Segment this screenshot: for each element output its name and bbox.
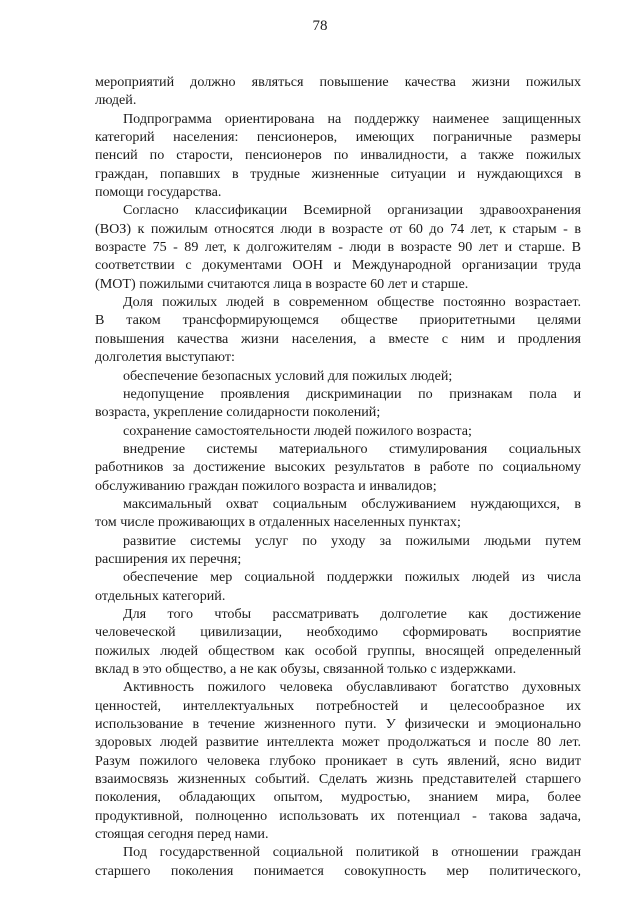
text-line: максимальный охват социальным обслуживанием нуждающихся, в [123, 495, 581, 512]
text-line: возраста, укрепление солидарности поколений; [95, 404, 381, 421]
text-line: Для того чтобы рассматривать долголетие как достижение [123, 605, 581, 622]
text-line: (МОТ) пожилыми считаются лица в возрасте 60 лет и старше. [95, 275, 469, 292]
text-line: стоящая сегодня перед нами. [95, 826, 269, 843]
text-line: людей. [95, 92, 137, 109]
text-line: поколения, обладающих опытом, мудростью, знанием мира, более [95, 789, 581, 806]
text-line: пожилых людей обществом как особой группы, вносящей определенный [95, 642, 581, 659]
text-line: долголетия выступают: [95, 349, 235, 366]
text-line: человеческой цивилизации, необходимо сформировать восприятие [95, 624, 581, 641]
text-line: внедрение системы материального стимулирования социальных [123, 440, 581, 457]
text-line: взаимосвязь жизненных событий. Сделать жизнь представителей старшего [95, 771, 581, 788]
text-line: вклад в это общество, а не как обузы, связанной только с издержками. [95, 661, 517, 677]
text-line: Доля пожилых людей в современном обществе постоянно возрастает. [123, 294, 581, 311]
text-line: здоровых людей развитие интеллекта может продолжаться и после 80 лет. [95, 734, 581, 751]
page-number: 78 [312, 18, 328, 34]
text-line: продуктивной, полноценно использовать их потенциал - такова задача, [95, 807, 581, 824]
body-text [95, 73, 581, 880]
text-line: ценностей, интеллектуальных потребностей и целесообразное их [95, 697, 581, 714]
text-line: возрасте 75 - 89 лет, к долгожителям - люди в возрасте 90 лет и старше. В [95, 239, 581, 256]
text-line: обеспечение безопасных условий для пожилых людей; [123, 367, 453, 384]
text-line: повышения качества жизни населения, а вместе с ним и продления [95, 330, 581, 347]
text-line: сохранение самостоятельности людей пожилого возраста; [123, 422, 472, 439]
text-line: Под государственной социальной политикой в отношении граждан [123, 844, 581, 861]
text-line: развитие системы услуг по уходу за пожилыми людьми путем [123, 532, 581, 549]
text-line: Активность пожилого человека обуславливают богатство духовных [123, 679, 581, 696]
text-line: недопущение проявления дискриминации по признакам пола и [123, 385, 581, 402]
text-line: пенсий по старости, пенсионеров по инвалидности, а также пожилых [95, 147, 581, 164]
text-line: категорий населения: пенсионеров, имеющих пограничные размеры [95, 129, 581, 146]
text-line: В таком трансформирующемся обществе приоритетными целями [95, 312, 581, 329]
text-line: использование в течение жизненного пути. У физически и эмоционально [95, 716, 581, 733]
text-line: Разум пожилого человека глубоко проникает в суть явлений, ясно видит [95, 752, 581, 769]
text-line: (ВОЗ) к пожилым относятся люди в возрасте от 60 до 74 лет, к старым - в [95, 220, 581, 237]
text-line: соответствии с документами ООН и Международной организации труда [95, 257, 581, 274]
text-line: граждан, попавших в трудные жизненные ситуации и нуждающихся в [95, 165, 581, 182]
text-line: работников за достижение высоких результатов в работе по социальному [95, 459, 581, 476]
text-line: том числе проживающих в отдаленных населенных пунктах; [95, 514, 461, 531]
text-line: помощи государства. [95, 184, 222, 201]
text-line: отдельных категорий. [95, 587, 226, 604]
text-line: Подпрограмма ориентирована на поддержку наименее защищенных [123, 110, 581, 127]
text-line: старшего поколения понимается совокупность мер политического, [95, 862, 581, 879]
text-line: расширения их перечня; [95, 550, 242, 567]
text-line: обеспечение мер социальной поддержки пожилых людей из числа [123, 569, 581, 586]
text-line: Согласно классификации Всемирной организации здравоохранения [123, 202, 581, 219]
text-line: мероприятий должно являться повышение качества жизни пожилых [95, 74, 581, 90]
text-line: обслуживанию граждан пожилого возраста и инвалидов; [95, 477, 437, 494]
